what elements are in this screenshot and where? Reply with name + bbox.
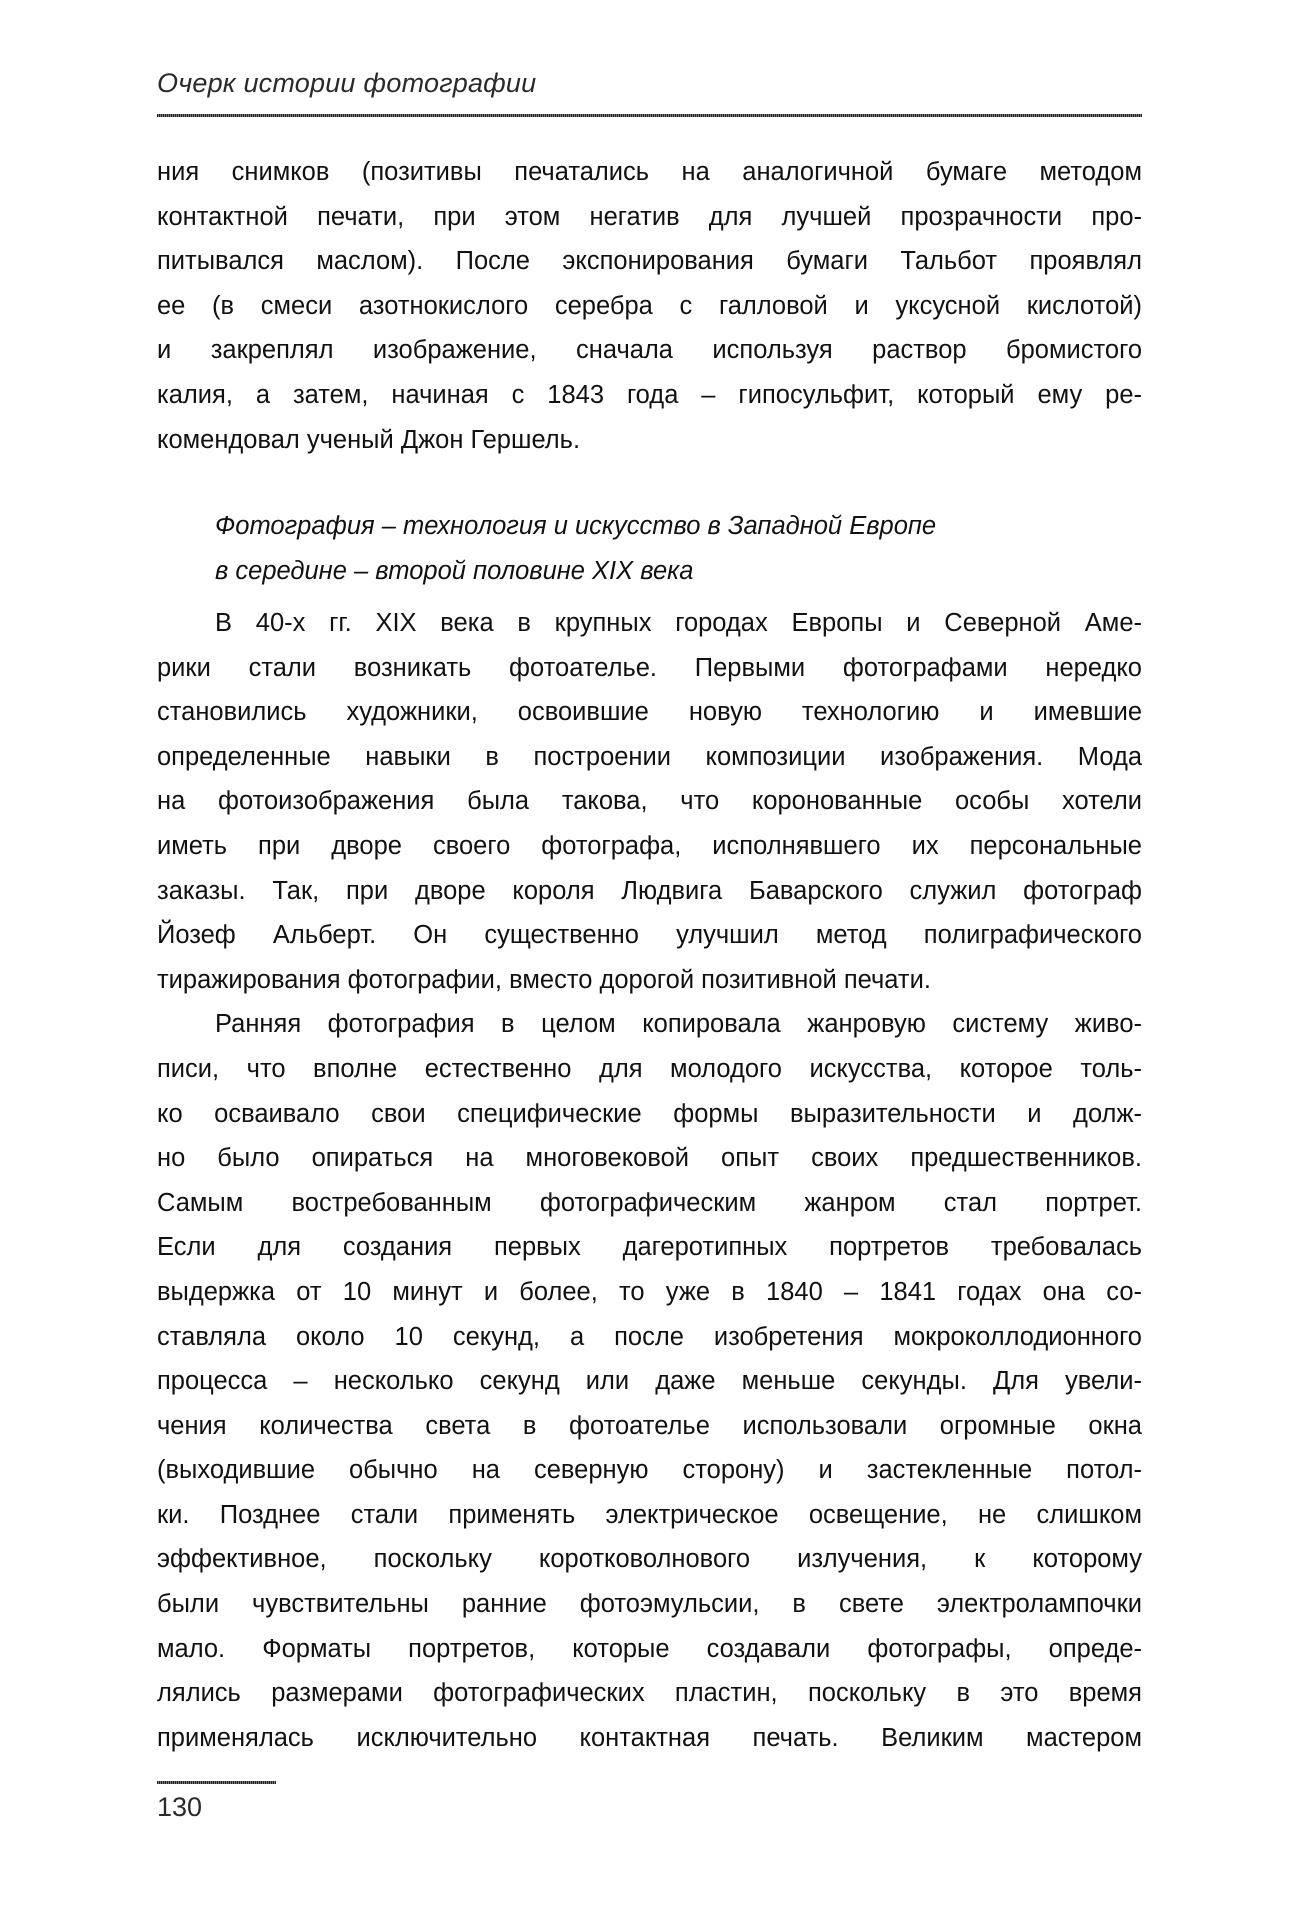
- text-line: писи, что вполне естественно для молодого искусства, которое толь-: [157, 1054, 1142, 1083]
- section-heading-line: Фотография – технология и искусство в Западной Европе: [215, 512, 937, 540]
- text-line: процесса – несколько секунд или даже меньше секунды. Для увели-: [157, 1367, 1142, 1396]
- text-line: и закреплял изображение, сначала используя раствор бромистого: [157, 336, 1142, 365]
- book-page: [157, 0, 1142, 1930]
- text-line: ее (в смеси азотнокислого серебра с галловой и уксусной кислотой): [157, 291, 1142, 320]
- text-line: ки. Позднее стали применять электрическое освещение, не слишком: [157, 1500, 1142, 1529]
- paragraph-continued: [157, 150, 1142, 462]
- paragraph: [99, 601, 1142, 1002]
- section-heading-line: в середине – второй половине XIX века: [215, 557, 694, 585]
- text-line: комендовал ученый Джон Гершель.: [157, 425, 581, 454]
- text-line: выдержка от 10 минут и более, то уже в 1840 – 1841 годах она со-: [157, 1277, 1142, 1306]
- text-line: становились художники, освоившие новую технологию и имевшие: [157, 698, 1142, 727]
- text-line: мало. Форматы портретов, которые создавали фотографы, опреде-: [157, 1634, 1142, 1663]
- text-line: лялись размерами фотографических пластин, поскольку в это время: [157, 1679, 1142, 1708]
- text-line: питывался маслом). После экспонирования бумаги Тальбот проявлял: [157, 247, 1142, 276]
- text-line: ставляла около 10 секунд, а после изобретения мокроколлодионного: [157, 1322, 1142, 1351]
- text-line: рики стали возникать фотоателье. Первыми фотографами нередко: [157, 653, 1142, 682]
- text-line: были чувствительны ранние фотоэмульсии, в свете электролампочки: [157, 1590, 1142, 1619]
- text-line: чения количества света в фотоателье использовали огромные окна: [157, 1411, 1142, 1440]
- text-line: применялась исключительно контактная печать. Великим мастером: [157, 1723, 1142, 1752]
- text-line: Самым востребованным фотографическим жанром стал портрет.: [157, 1188, 1142, 1217]
- text-line: заказы. Так, при дворе короля Людвига Баварского служил фотограф: [157, 876, 1142, 905]
- section-heading: [215, 504, 1142, 594]
- header-rule: [157, 114, 1142, 117]
- footer-rule: [157, 1781, 276, 1784]
- running-head: Очерк истории фотографии: [157, 68, 537, 98]
- text-line: иметь при дворе своего фотографа, исполнявшего их персональные: [157, 831, 1142, 860]
- text-line: Если для создания первых дагеротипных портретов требовалась: [157, 1233, 1142, 1262]
- text-line: В 40-х гг. XIX века в крупных городах Европы и Северной Аме-: [215, 609, 1142, 637]
- text-line: Йозеф Альберт. Он существенно улучшил метод полиграфического: [157, 921, 1142, 950]
- text-line: ния снимков (позитивы печатались на аналогичной бумаге методом: [157, 158, 1142, 186]
- text-line: эффективное, поскольку коротковолнового излучения, к которому: [157, 1545, 1142, 1574]
- section-body: [157, 601, 1142, 1760]
- text-line: контактной печати, при этом негатив для лучшей прозрачности про-: [157, 202, 1142, 231]
- text-line: на фотоизображения была такова, что коронованные особы хотели: [157, 787, 1142, 816]
- page-number: 130: [157, 1792, 203, 1822]
- text-line: ко осваивало свои специфические формы выразительности и долж-: [157, 1099, 1142, 1128]
- paragraph: [99, 1002, 1142, 1760]
- text-line: калия, а затем, начиная с 1843 года – гипосульфит, который ему ре-: [157, 380, 1142, 409]
- text-line: Ранняя фотография в целом копировала жанровую систему живо-: [215, 1010, 1142, 1039]
- text-line: (выходившие обычно на северную сторону) и застекленные потол-: [157, 1456, 1142, 1485]
- text-line: тиражирования фотографии, вместо дорогой позитивной печати.: [157, 965, 931, 994]
- text-line: но было опираться на многовековой опыт своих предшественников.: [157, 1144, 1142, 1173]
- text-line: определенные навыки в построении композиции изображения. Мода: [157, 742, 1142, 771]
